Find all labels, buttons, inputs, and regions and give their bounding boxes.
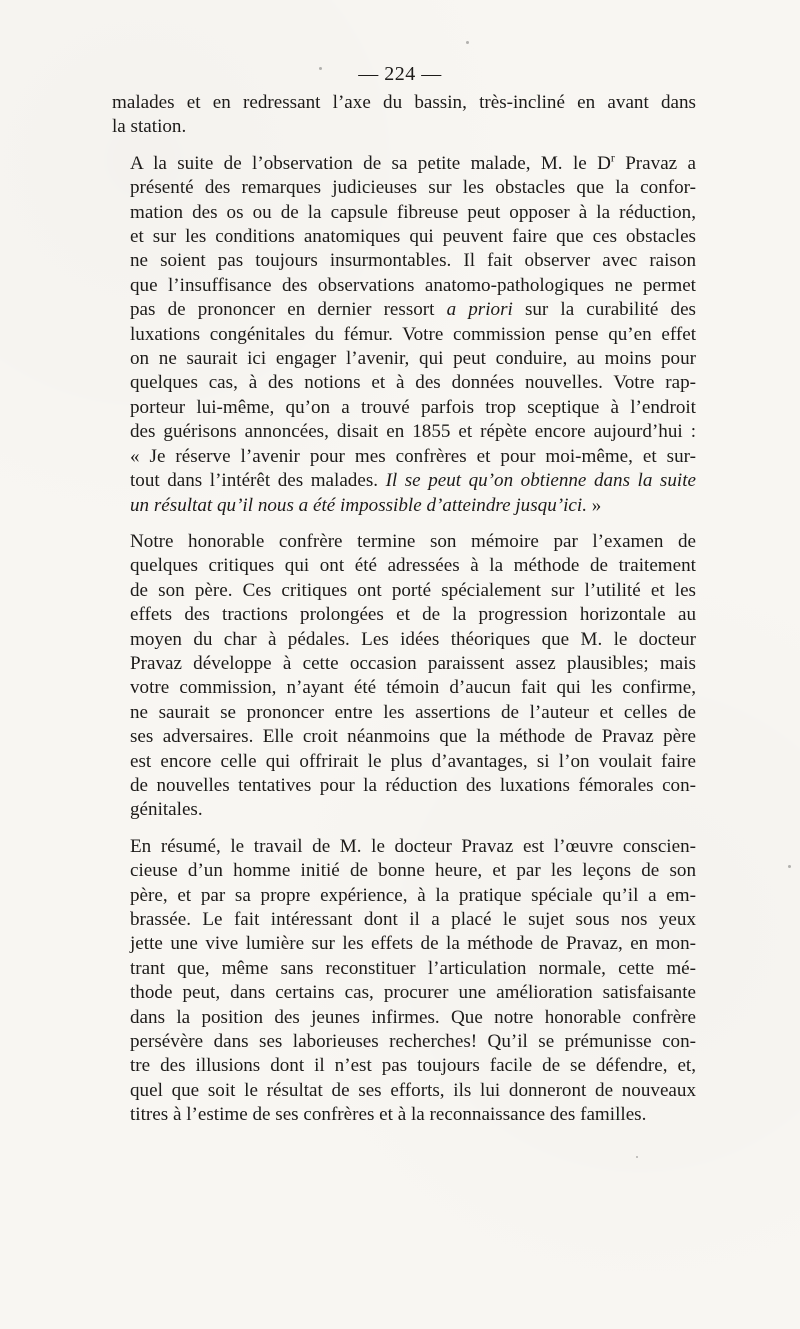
italic-quote-end: un résultat qu’il nous a été impossible d’atteindre jusqu’ici. (130, 494, 587, 516)
text-line (112, 152, 696, 176)
text-line: tre des illusions dont il n’est pas toujours facile de se défendre, et, (130, 1055, 696, 1077)
text-line: ne soient pas toujours insurmontables. Il fait observer avec raison (130, 250, 696, 272)
text-line: dans la position des jeunes infirmes. Que notre honorable confrère (130, 1006, 696, 1028)
paragraph-2 (112, 152, 696, 518)
text-line: En résumé, le travail de M. le docteur Pravaz est l’œuvre conscien- (130, 835, 696, 857)
italic-quote-start: Il se peut qu’on obtienne dans la suite (385, 470, 696, 492)
text-line: malades et en redressant l’axe du bassin, très-incliné en avant dans (112, 92, 696, 113)
text-line: que l’insuffisance des observations anatomo-pathologiques ne permet (130, 274, 696, 296)
paragraph-1 (112, 91, 696, 140)
text-line: quelques cas, à des notions et à des données nouvelles. Votre rap- (130, 372, 696, 394)
text-line: Notre honorable confrère termine son mémoire par l’examen de (130, 530, 696, 552)
text-line: thode peut, dans certains cas, procurer une amélioration satisfaisante (130, 982, 696, 1004)
text-line: et sur les conditions anatomiques qui peuvent faire que ces obstacles (130, 226, 696, 248)
paper-speck (466, 41, 469, 44)
text-run: sur la curabilité des (512, 299, 696, 321)
text-line: effets des tractions prolongées et de la progression horizontale au (130, 604, 696, 626)
text-line: Pravaz développe à cette occasion paraissent assez plausibles; mais (130, 652, 696, 674)
text-line (112, 298, 696, 322)
text-line: brassée. Le fait intéressant dont il a placé le sujet sous nos yeux (130, 909, 696, 930)
paper-speck (636, 1156, 638, 1158)
text-line (112, 469, 696, 493)
text-line: persévère dans ses laborieuses recherches! Qu’il se prémunisse con- (130, 1031, 696, 1053)
text-line: de son père. Ces critiques ont porté spécialement sur l’utilité et les (130, 579, 696, 601)
text-line: présenté des remarques judicieuses sur les obstacles que la confor- (130, 177, 696, 199)
text-line: ne saurait se prononcer entre les assertions de l’auteur et celles de (130, 701, 696, 723)
text-line: votre commission, n’ayant été témoin d’aucun fait qui les confirme, (130, 677, 696, 699)
text-line: trant que, même sans reconstituer l’articulation normale, cette mé- (130, 957, 696, 979)
italic-a-priori: a priori (446, 299, 513, 321)
text-line: mation des os ou de la capsule fibreuse peut opposer à la réduction, (130, 201, 696, 223)
page-number: — 224 — (358, 63, 442, 85)
text-line: moyen du char à pédales. Les idées théoriques que M. le docteur (130, 628, 696, 650)
text-line: génitales. (130, 799, 203, 821)
text-line: de nouvelles tentatives pour la réduction des luxations fémorales con- (130, 774, 696, 796)
text-line: ses adversaires. Elle croit néanmoins que la méthode de Pravaz père (130, 726, 696, 748)
paragraph-3 (112, 530, 696, 823)
closing-quote: » (586, 494, 602, 516)
text-line: porteur lui-même, qu’on a trouvé parfois trop sceptique à l’endroit (130, 396, 696, 418)
text-run: Pravaz a (614, 152, 696, 174)
document-body (112, 91, 696, 1128)
text-line: cieuse d’un homme initié de bonne heure, et par les leçons de son (130, 860, 696, 882)
text-line (112, 494, 696, 518)
text-line: « Je réserve l’avenir pour mes confrères et pour moi-même, et sur- (130, 445, 696, 467)
text-line: quel que soit le résultat de ses efforts, ils lui donneront de nouveaux (130, 1079, 696, 1101)
text-line: la station. (112, 116, 187, 138)
text-line: jette une vive lumière sur les effets de la méthode de Pravaz, en mon- (130, 933, 696, 955)
superscript-r: r (610, 150, 615, 165)
paragraph-4 (112, 835, 696, 1128)
text-line: est encore celle qui offrirait le plus d’avantages, si l’on voulait faire (130, 750, 696, 772)
text-line: père, et par sa propre expérience, à la pratique spéciale qu’il a em- (130, 884, 696, 906)
text-line: on ne saurait ici engager l’avenir, qui peut conduire, au moins pour (130, 348, 696, 370)
text-run: pas de prononcer en dernier ressort (130, 299, 447, 321)
text-run: A la suite de l’observation de sa petite malade, M. le D (130, 152, 611, 174)
paper-speck (788, 865, 791, 868)
text-line: luxations congénitales du fémur. Votre commission pense qu’en effet (130, 323, 696, 345)
text-line: titres à l’estime de ses confrères et à la reconnaissance des familles. (130, 1104, 647, 1126)
text-line: quelques critiques qui ont été adressées à la méthode de traitement (130, 555, 696, 577)
text-line: des guérisons annoncées, disait en 1855 et répète encore aujourd’hui : (130, 421, 696, 443)
text-run: tout dans l’intérêt des malades. (130, 470, 386, 492)
